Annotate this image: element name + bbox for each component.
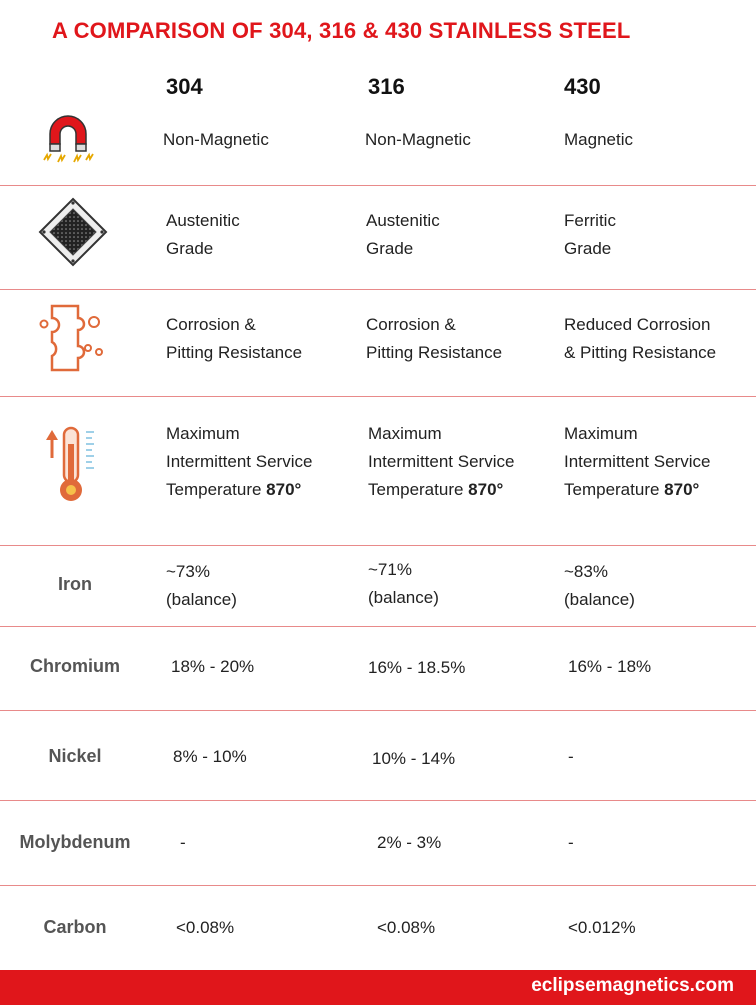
nickel-430: -: [568, 747, 574, 766]
footer-bar: [0, 970, 756, 1005]
iron-430-line2: (balance): [564, 590, 635, 609]
temp-430-line1: Maximum: [564, 424, 638, 443]
magnetic-316: Non-Magnetic: [365, 130, 471, 149]
temp-316-value: 870°: [468, 480, 504, 499]
chromium-316: 16% - 18.5%: [368, 658, 466, 677]
grade-430-line2: Grade: [564, 239, 612, 258]
row-divider: [0, 800, 756, 801]
temp-304-line1: Maximum: [166, 424, 240, 443]
thermometer-icon: [40, 424, 104, 504]
iron-316: [368, 556, 439, 612]
grade-304-line1: Austenitic: [166, 211, 240, 230]
corrosion-icon: [38, 302, 108, 374]
column-header-304: 304: [166, 74, 203, 99]
row-label-carbon: Carbon: [43, 917, 107, 937]
corrosion-304-line1: Corrosion &: [166, 315, 256, 334]
temp-316-line3: Temperature: [368, 480, 464, 499]
row-divider: [0, 185, 756, 186]
page-title: A COMPARISON OF 304, 316 & 430 STAINLESS STEEL: [52, 18, 631, 43]
temp-304-line3: Temperature: [166, 480, 262, 499]
chromium-304: 18% - 20%: [171, 657, 255, 676]
row-label-chromium: Chromium: [30, 656, 120, 676]
nickel-304: 8% - 10%: [173, 747, 247, 766]
column-header-430: 430: [564, 74, 601, 99]
grade-316-line1: Austenitic: [366, 211, 440, 230]
grade-304-line2: Grade: [166, 239, 214, 258]
molybdenum-304: -: [180, 833, 186, 852]
row-divider: [0, 710, 756, 711]
magnetic-304: Non-Magnetic: [163, 130, 269, 149]
grade-316: [366, 207, 440, 263]
nickel-316: 10% - 14%: [372, 749, 456, 768]
row-label-nickel: Nickel: [48, 746, 102, 766]
carbon-430: <0.012%: [568, 918, 636, 937]
temperature-430: [564, 420, 710, 504]
column-header-316: 316: [368, 74, 405, 99]
temp-430-value: 870°: [664, 480, 700, 499]
molybdenum-430: -: [568, 833, 574, 852]
iron-316-line2: (balance): [368, 588, 439, 607]
carbon-316: <0.08%: [377, 918, 436, 937]
row-label-molybdenum: Molybdenum: [19, 832, 131, 852]
chromium-430: 16% - 18%: [568, 657, 652, 676]
temp-316-line1: Maximum: [368, 424, 442, 443]
grade-430: [564, 207, 616, 263]
iron-316-line1: ~71%: [368, 560, 412, 579]
corrosion-430-line1: Reduced Corrosion: [564, 315, 711, 334]
crystal-grid-icon: [36, 195, 110, 269]
temperature-304: [166, 420, 312, 504]
grade-430-line1: Ferritic: [564, 211, 616, 230]
row-divider: [0, 885, 756, 886]
row-divider: [0, 289, 756, 290]
corrosion-316-line2: Pitting Resistance: [366, 343, 503, 362]
grade-304: [166, 207, 240, 263]
temp-304-value: 870°: [266, 480, 302, 499]
molybdenum-316: 2% - 3%: [377, 833, 442, 852]
temp-316-line2: Intermittent Service: [368, 452, 515, 471]
corrosion-316: [366, 311, 502, 367]
iron-304-line2: (balance): [166, 590, 237, 609]
iron-304: [166, 558, 237, 614]
magnetic-430: Magnetic: [564, 130, 633, 149]
row-divider: [0, 396, 756, 397]
grade-316-line2: Grade: [366, 239, 414, 258]
website-link[interactable]: eclipsemagnetics.com: [531, 975, 734, 996]
carbon-304: <0.08%: [176, 918, 235, 937]
magnet-icon: [38, 110, 98, 170]
iron-304-line1: ~73%: [166, 562, 210, 581]
corrosion-430: [564, 311, 716, 367]
row-label-iron: Iron: [58, 574, 92, 594]
temp-430-line2: Intermittent Service: [564, 452, 711, 471]
corrosion-316-line1: Corrosion &: [366, 315, 456, 334]
temp-430-line3: Temperature: [564, 480, 660, 499]
temp-304-line2: Intermittent Service: [166, 452, 313, 471]
row-divider: [0, 626, 756, 627]
corrosion-430-line2: & Pitting Resistance: [564, 343, 717, 362]
corrosion-304: [166, 311, 302, 367]
corrosion-304-line2: Pitting Resistance: [166, 343, 303, 362]
iron-430: [564, 558, 635, 614]
iron-430-line1: ~83%: [564, 562, 608, 581]
temperature-316: [368, 420, 514, 504]
row-divider: [0, 545, 756, 546]
